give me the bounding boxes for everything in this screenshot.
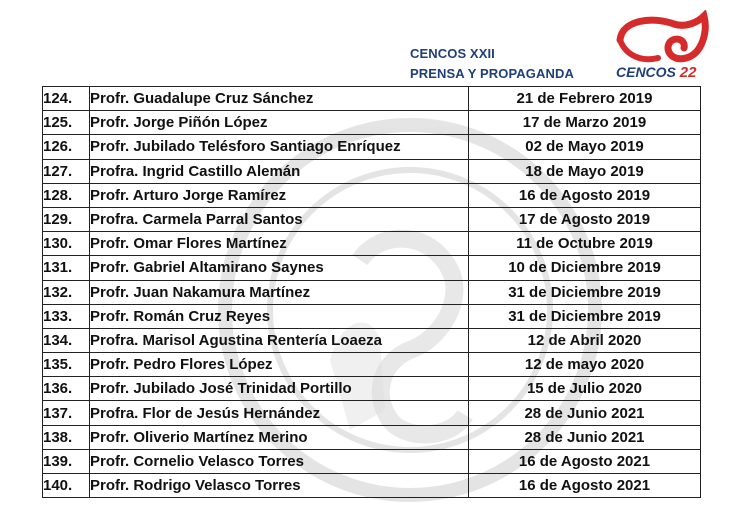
logo-name: CENCOS — [616, 64, 676, 80]
row-name: Profr. Jorge Piñón López — [90, 111, 469, 135]
logo-text — [616, 64, 696, 81]
header-line-1: CENCOS XXII — [410, 46, 495, 61]
table-row — [43, 449, 701, 473]
table-row — [43, 111, 701, 135]
row-number: 128. — [43, 183, 90, 207]
table-row — [43, 304, 701, 328]
logo-number: 22 — [679, 64, 697, 81]
row-number: 139. — [43, 449, 90, 473]
row-number: 124. — [43, 87, 90, 111]
row-name: Profr. Guadalupe Cruz Sánchez — [90, 87, 469, 111]
row-date: 16 de Agosto 2021 — [469, 474, 701, 498]
table-row — [43, 377, 701, 401]
table-row — [43, 135, 701, 159]
row-name: Profr. Rodrigo Velasco Torres — [90, 474, 469, 498]
row-date: 31 de Diciembre 2019 — [469, 280, 701, 304]
row-number: 131. — [43, 256, 90, 280]
row-name: Profra. Marisol Agustina Rentería Loaeza — [90, 328, 469, 352]
row-date: 31 de Diciembre 2019 — [469, 304, 701, 328]
row-name: Profr. Omar Flores Martínez — [90, 232, 469, 256]
row-name: Profra. Carmela Parral Santos — [90, 207, 469, 231]
row-name: Profr. Oliverio Martínez Merino — [90, 425, 469, 449]
table-row — [43, 232, 701, 256]
table-row — [43, 207, 701, 231]
table-row — [43, 159, 701, 183]
row-date: 18 de Mayo 2019 — [469, 159, 701, 183]
row-date: 16 de Agosto 2021 — [469, 449, 701, 473]
row-number: 133. — [43, 304, 90, 328]
row-date: 12 de Abril 2020 — [469, 328, 701, 352]
row-number: 138. — [43, 425, 90, 449]
row-date: 21 de Febrero 2019 — [469, 87, 701, 111]
row-number: 136. — [43, 377, 90, 401]
row-name: Profr. Arturo Jorge Ramírez — [90, 183, 469, 207]
roster-table — [42, 86, 701, 498]
table-row — [43, 256, 701, 280]
row-number: 125. — [43, 111, 90, 135]
row-number: 129. — [43, 207, 90, 231]
row-name: Profr. Cornelio Velasco Torres — [90, 449, 469, 473]
row-number: 135. — [43, 353, 90, 377]
table-row — [43, 401, 701, 425]
row-number: 137. — [43, 401, 90, 425]
row-number: 130. — [43, 232, 90, 256]
row-date: 17 de Agosto 2019 — [469, 207, 701, 231]
row-name: Profr. Jubilado Telésforo Santiago Enríquez — [90, 135, 469, 159]
document-header — [410, 44, 574, 84]
row-date: 28 de Junio 2021 — [469, 425, 701, 449]
row-number: 134. — [43, 328, 90, 352]
row-name: Profr. Jubilado José Trinidad Portillo — [90, 377, 469, 401]
table-row — [43, 328, 701, 352]
table-row — [43, 280, 701, 304]
table-row — [43, 183, 701, 207]
row-date: 10 de Diciembre 2019 — [469, 256, 701, 280]
row-date: 28 de Junio 2021 — [469, 401, 701, 425]
row-date: 15 de Julio 2020 — [469, 377, 701, 401]
table-row — [43, 87, 701, 111]
row-number: 132. — [43, 280, 90, 304]
row-number: 126. — [43, 135, 90, 159]
row-name: Profra. Flor de Jesús Hernández — [90, 401, 469, 425]
row-name: Profr. Román Cruz Reyes — [90, 304, 469, 328]
header-line-2: PRENSA Y PROPAGANDA — [410, 66, 574, 81]
row-date: 16 de Agosto 2019 — [469, 183, 701, 207]
table-row — [43, 353, 701, 377]
row-number: 127. — [43, 159, 90, 183]
row-name: Profr. Gabriel Altamirano Saynes — [90, 256, 469, 280]
row-number: 140. — [43, 474, 90, 498]
row-name: Profra. Ingrid Castillo Alemán — [90, 159, 469, 183]
row-date: 11 de Octubre 2019 — [469, 232, 701, 256]
table-row — [43, 425, 701, 449]
row-date: 12 de mayo 2020 — [469, 353, 701, 377]
row-name: Profr. Juan Nakamura Martínez — [90, 280, 469, 304]
row-date: 02 de Mayo 2019 — [469, 135, 701, 159]
row-name: Profr. Pedro Flores López — [90, 353, 469, 377]
row-date: 17 de Marzo 2019 — [469, 111, 701, 135]
